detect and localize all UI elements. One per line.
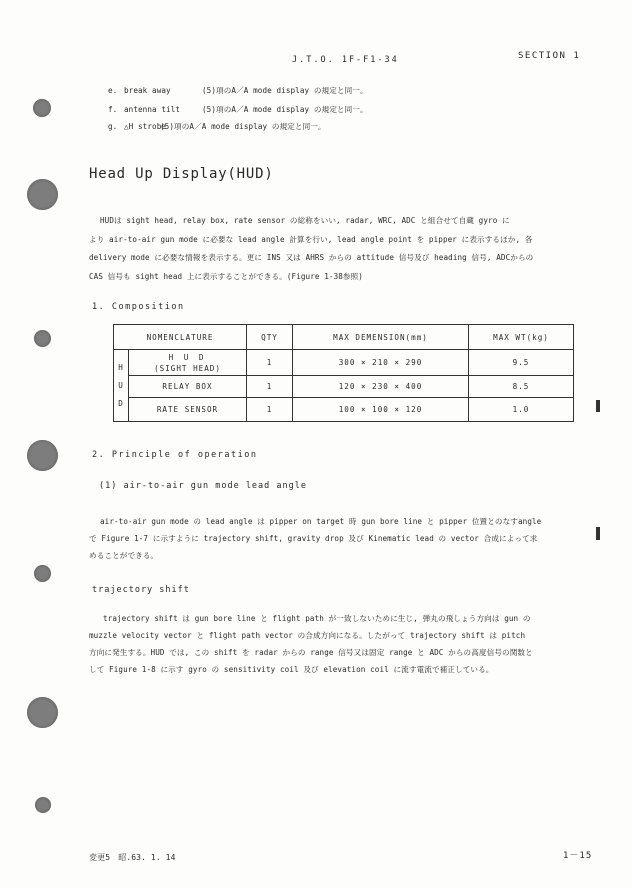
- change-note: 変更5 昭.63. 1. 14: [89, 853, 176, 862]
- column-header: QTY: [247, 325, 293, 350]
- dimension-cell: 120 × 230 × 400: [293, 376, 469, 398]
- paragraph-line: して Figure 1-8 に示す gyro の sensitivity coil 及び elevation coil に流す電流で補正している。: [89, 665, 494, 674]
- list-item: e. break away (5)項のA／A mode display の規定と同一。: [108, 86, 368, 95]
- binder-hole: [35, 797, 51, 813]
- subsection-heading: (1) air-to-air gun mode lead angle: [99, 481, 307, 491]
- binder-hole: [33, 99, 51, 117]
- weight-cell: 9.5: [469, 350, 574, 376]
- nomenclature-cell: RELAY BOX: [129, 376, 247, 398]
- dimension-cell: 100 × 100 × 120: [293, 398, 469, 422]
- paragraph-line: で Figure 1-7 に示すように trajectory shift, gravity drop 及び Kinematic lead の vector 合成によって求: [89, 534, 538, 543]
- binder-hole: [27, 440, 58, 471]
- binder-hole: [34, 330, 51, 347]
- list-item: f. antenna tilt (5)項のA／A mode display の規定と同一。: [108, 105, 368, 114]
- intro-line: delivery mode に必要な情報を表示する。更に INS 又は AHRS からの attitude 信号及び heading 信号, ADCからの: [89, 253, 534, 262]
- change-bar: [596, 527, 600, 540]
- weight-cell: 1.0: [469, 398, 574, 422]
- page-number: 1－15: [563, 851, 593, 861]
- weight-cell: 8.5: [469, 376, 574, 398]
- change-bar: [596, 400, 600, 412]
- section-heading: 2. Principle of operation: [92, 450, 258, 460]
- paragraph-line: air-to-air gun mode の lead angle は pipper on target 時 gun bore line と pipper 位置とのなすangle: [100, 517, 542, 526]
- section-label: SECTION 1: [518, 51, 581, 61]
- intro-line: CAS 信号も sight head 上に表示することができる。(Figure 1-38参照): [89, 272, 363, 281]
- column-header: MAX DEMENSION(mm): [293, 325, 469, 350]
- binder-hole: [27, 697, 58, 728]
- column-header: MAX WT(kg): [469, 325, 574, 350]
- binder-hole: [27, 179, 58, 210]
- qty-cell: 1: [247, 398, 293, 422]
- intro-line: HUDは sight head, relay box, rate sensor の総称をいい, radar, WRC, ADC と組合せて自蔵 gyro に: [100, 216, 510, 225]
- table-row: [114, 398, 574, 422]
- document-id: J.T.O. 1F-F1-34: [292, 55, 399, 65]
- paragraph-line: 方向に発生する。HUD では, この shift を radar からの range 信号又は固定 range と ADC からの高度信号の関数と: [89, 648, 533, 657]
- binder-hole: [34, 565, 51, 582]
- dimension-cell: 300 × 210 × 290: [293, 350, 469, 376]
- table-row: [114, 376, 574, 398]
- table-row: [114, 350, 574, 376]
- nomenclature-cell: H U D (SIGHT HEAD): [129, 350, 247, 376]
- group-label: H U D: [114, 350, 129, 422]
- paragraph-line: muzzle velocity vector と flight path vector の合成方向になる。したがって trajectory shift は pitch: [89, 631, 526, 640]
- composition-table: [113, 324, 574, 422]
- section-heading: 1. Composition: [92, 302, 185, 312]
- nomenclature-cell: RATE SENSOR: [129, 398, 247, 422]
- page-title: Head Up Display(HUD): [89, 166, 274, 182]
- column-header: NOMENCLATURE: [114, 325, 247, 350]
- list-item: g. △H strobe(5)項のA／A mode display の規定と同一。: [108, 122, 326, 131]
- paragraph-line: trajectory shift は gun bore line と flight path が一致しないために生じ, 弾丸の飛しょう方向は gun の: [103, 614, 531, 623]
- paragraph-line: めることができる。: [89, 551, 159, 560]
- qty-cell: 1: [247, 350, 293, 376]
- subsection-heading: trajectory shift: [92, 585, 190, 595]
- qty-cell: 1: [247, 376, 293, 398]
- intro-line: より air-to-air gun mode に必要な lead angle 計算を行い, lead angle point を pipper に表示するほか, 各: [89, 235, 533, 244]
